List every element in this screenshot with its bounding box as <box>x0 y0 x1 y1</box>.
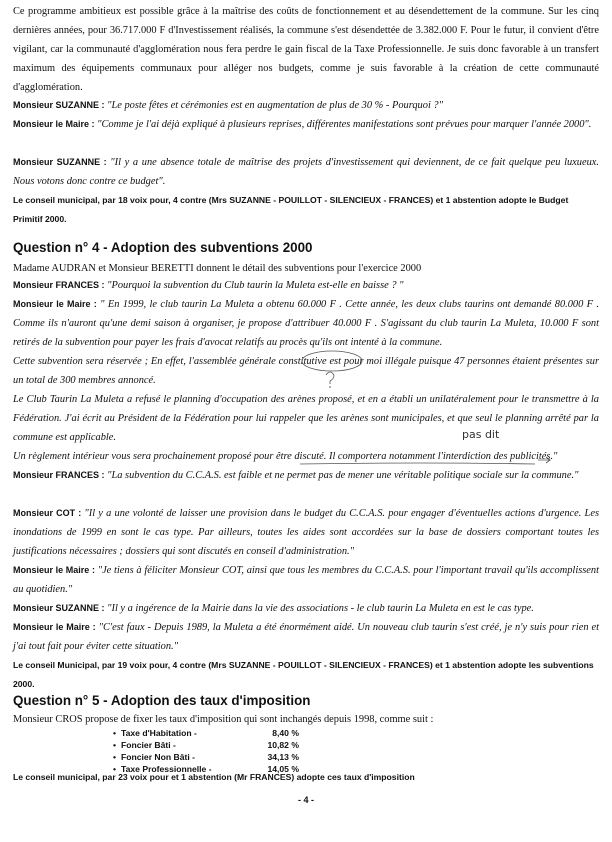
bullet-icon: • <box>113 740 117 750</box>
taux-value: 34,13 % <box>267 752 299 762</box>
taux-label: Taxe d'Habitation - <box>121 728 197 738</box>
speech-text: "Il y a ingérence de la Mairie dans la vie des associations - le club taurin La Muleta en est le cas type. <box>107 603 534 614</box>
taux-value: 8,40 % <box>272 728 299 738</box>
vote-budget-primitif: Le conseil municipal, par 18 voix pour, 4 contre (Mrs SUZANNE - POUILLOT - SILENCIEUX - FRANCES) et 1 abstention adopte le Budget Primitif 2000. <box>13 195 569 224</box>
speaker-label: Monsieur SUZANNE : <box>13 100 105 110</box>
speech-text: "Pourquoi la subvention du Club taurin la Muleta est-elle en baisse ? " <box>107 280 404 291</box>
taux-value: 14,05 % <box>267 764 299 774</box>
q4-exchange-maire-2 <box>13 561 599 599</box>
speech-text: "La subvention du C.C.A.S. est faible et ne permet pas de mener une véritable politique sociale sur la commune." <box>107 470 579 481</box>
taux-label: Foncier Non Bâti - <box>121 752 196 762</box>
speaker-label: Monsieur SUZANNE : <box>13 603 105 613</box>
heading-question-5: Question n° 5 - Adoption des taux d'imposition <box>13 693 311 708</box>
speaker-label: Monsieur le Maire : <box>13 299 97 309</box>
q5-intro: Monsieur CROS propose de fixer les taux d'imposition qui sont inchangés depuis 1998, comme suit : <box>13 714 434 725</box>
speaker-label: Monsieur le Maire : <box>13 565 95 575</box>
q4-exchange-cot <box>13 504 599 561</box>
speaker-label: Monsieur FRANCES : <box>13 280 105 290</box>
speech-text: "C'est faux - Depuis 1989, la Muleta a été énormément aidé. Un nouveau club taurin s'est créé, je n'y suis pour rien et j'ai tout fait pour éviter cette situation." <box>13 622 599 652</box>
intro-paragraph: Ce programme ambitieux est possible grâce à la maîtrise des coûts de fonctionnement et au désendettement de la commune. Sur les cinq dernières années, pour 36.717.000 F d'Investissement réalisés, la commune s'est désendettée de 3.382.000 F. Pour le futur, il convient d'être vigilant, car la communauté d'agglomération nous fera perdre le gain fiscal de la Taxe Professionnelle. Je suis donc favorable à un transfert maximum des équipements communaux pour alléger nos budgets, comme je suis favorable à la création de cette communauté d'agglomération. <box>13 6 599 93</box>
speech-text: "Il y a une volonté de laisser une provision dans le budget du C.C.A.S. pour engager d'éventuelles actions d'urgence. Les inondations de 1999 en sont le cas type. Par ailleurs, toutes les aides sont accordées sur la base de dossiers comportant toutes les justifications nécessaires ; dossiers qui sont discutés en conseil d'administration." <box>13 508 599 557</box>
heading-question-4: Question n° 4 - Adoption des subventions 2000 <box>13 240 313 255</box>
speaker-label: Monsieur le Maire : <box>13 119 95 129</box>
speech-text: " En 1999, le club taurin La Muleta a obtenu 60.000 F . Cette année, les deux clubs taurins ont demandé 80.000 F . Comme ils n'auront qu'une demi saison à organiser, je propose d'attribuer 40.000 F . S'agissant du club taurin La Muleta, 10.000 F sont retirés de la subvention pour payer les frais d'avocat relatifs au procès qu'ils ont intenté à la commune. <box>13 299 599 348</box>
taux-label: Foncier Bâti - <box>121 740 176 750</box>
bullet-icon: • <box>113 752 117 762</box>
handwritten-circle-mark <box>300 348 372 388</box>
page-number: - 4 - <box>297 795 314 805</box>
list-item <box>113 751 313 763</box>
speaker-label: Monsieur FRANCES : <box>13 470 105 480</box>
vote-taux-imposition: Le conseil municipal, par 23 voix pour et 1 abstention (Mr FRANCES) adopte ces taux d'imposition <box>13 772 415 782</box>
q4-paragraph-planning: Le Club Taurin La Muleta a refusé le planning d'occupation des arènes proposé, et en a établi un unilatéralement pour le transmettre à la Fédération. J'ai écrit au Président de la Fédération pour lui rappeler que les arènes sont municipales, et que seul le planning arrêté par la commune est applicable. <box>13 394 599 443</box>
bullet-icon: • <box>113 764 117 774</box>
speech-text: "Il y a une absence totale de maîtrise des projets d'investissement qui deviennent, de ce fait quelque peu luxueux. Nous votons donc contre ce budget". <box>13 157 599 187</box>
q4-exchange-maire-3 <box>13 618 599 656</box>
speaker-label: Monsieur SUZANNE : <box>13 157 107 167</box>
q4-exchange-frances-2 <box>13 466 599 485</box>
speech-text: "Comme je l'ai déjà expliqué à plusieurs reprises, différentes manifestations sont prévues pour marquer l'année 2000". <box>97 119 592 130</box>
exchange-maire-1 <box>13 115 599 134</box>
vote-subventions: Le conseil Municipal, par 19 voix pour, 4 contre (Mrs SUZANNE - POUILLOT - SILENCIEUX - FRANCES) et 1 abstention adopte les subventions 2000. <box>13 660 594 689</box>
handwritten-annotation: pas dit <box>462 428 500 441</box>
q4-exchange-suzanne <box>13 599 599 618</box>
q4-intro: Madame AUDRAN et Monsieur BERETTI donnent le détail des subventions pour l'exercice 2000 <box>13 263 422 274</box>
exchange-suzanne-2 <box>13 153 599 191</box>
bullet-icon: • <box>113 728 117 738</box>
list-item <box>113 739 313 751</box>
q4-paragraph-reglement: Un règlement intérieur vous sera prochainement proposé pour être discuté. Il comportera notamment l'interdiction des publicités." <box>13 451 558 462</box>
speech-text: "Le poste fêtes et cérémonies est en augmentation de plus de 30 % - Pourquoi ?" <box>107 100 443 111</box>
list-item <box>113 727 313 739</box>
q4-exchange-maire-1 <box>13 295 599 352</box>
speaker-label: Monsieur le Maire : <box>13 622 96 632</box>
speaker-label: Monsieur COT : <box>13 508 82 518</box>
taux-label: Taxe Professionnelle - <box>121 764 212 774</box>
speech-text: "Je tiens à féliciter Monsieur COT, ainsi que tous les membres du C.C.A.S. pour l'important travail qu'ils accomplissent au quotidien." <box>13 565 599 595</box>
q4-paragraph-reservee: Cette subvention sera réservée ; En effet, l'assemblée générale constitutive est pour moi illégale puisque 47 personnes étaient présentes sur un total de 300 membres annoncé. <box>13 356 599 386</box>
taux-value: 10,82 % <box>267 740 299 750</box>
q4-exchange-frances-1 <box>13 276 599 295</box>
exchange-suzanne-1 <box>13 96 599 115</box>
